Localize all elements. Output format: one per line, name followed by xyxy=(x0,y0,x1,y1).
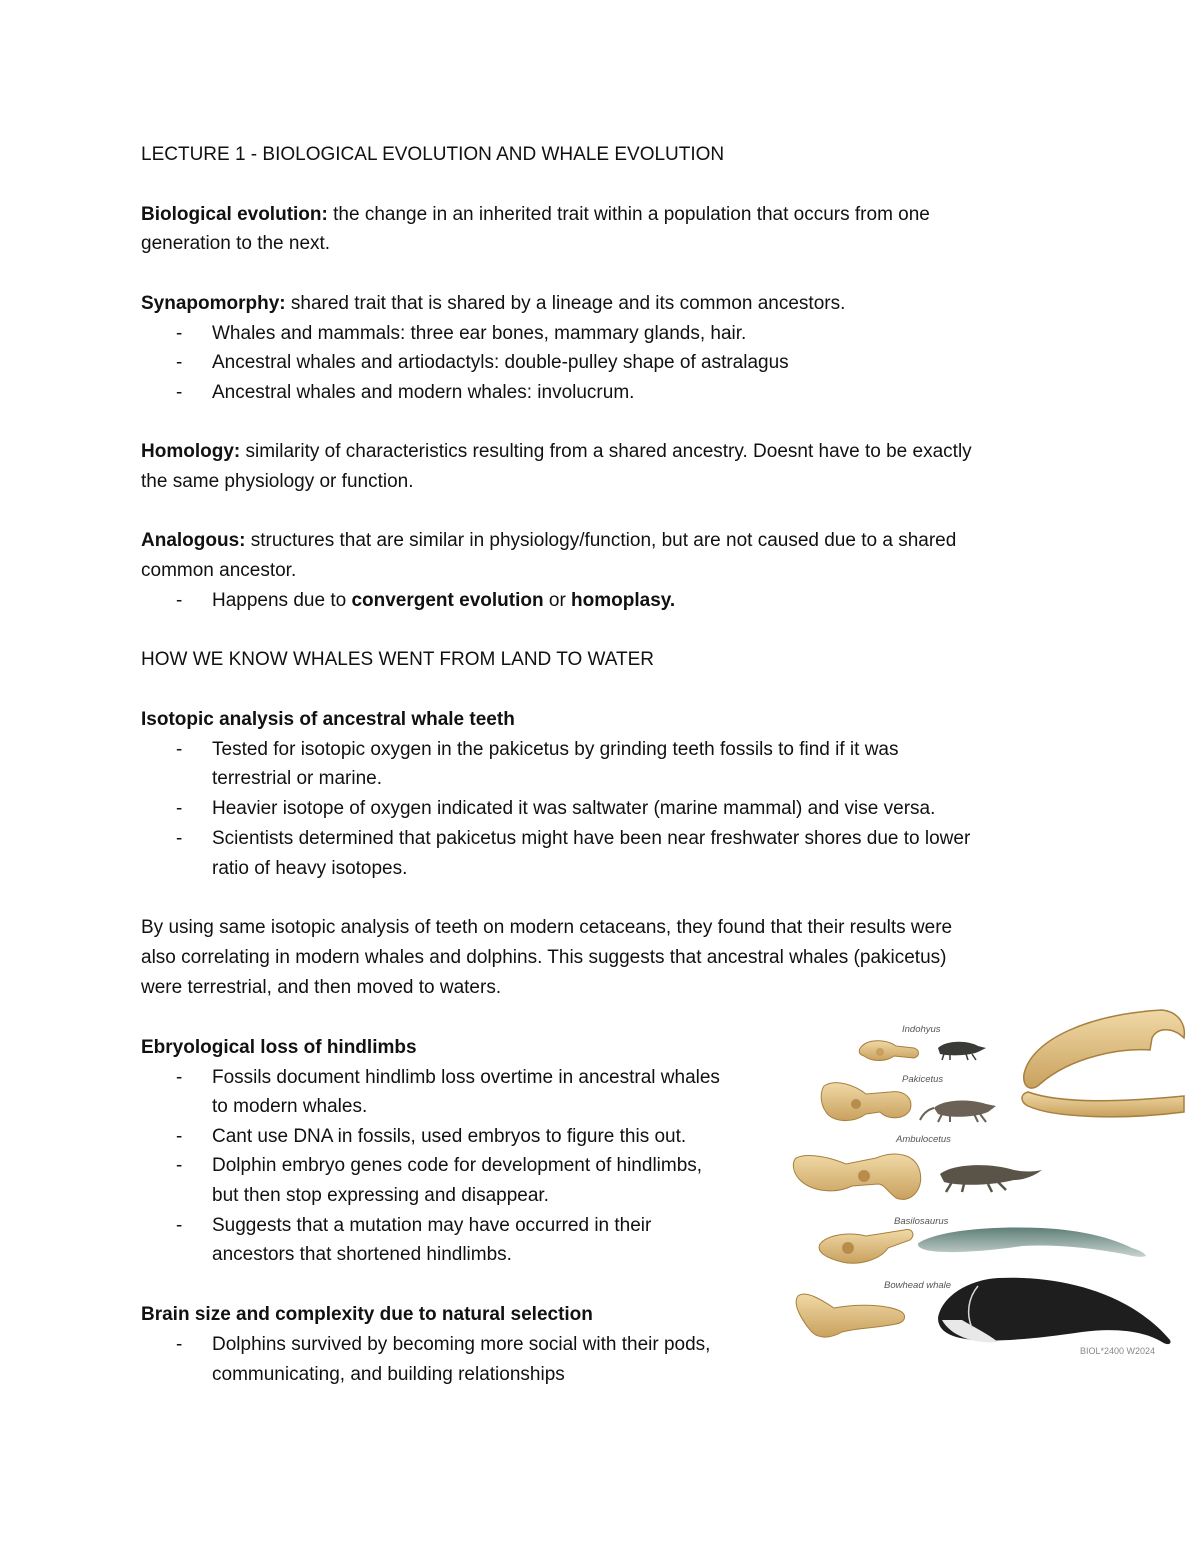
indohyus-animal-icon xyxy=(938,1042,986,1060)
paragraph-line: By using same isotopic analysis of teeth on modern cetaceans, they found that their results were xyxy=(141,917,953,938)
list-item: Ancestral whales and modern whales: involucrum. xyxy=(212,382,635,403)
list-item: Cant use DNA in fossils, used embryos to figure this out. xyxy=(212,1126,687,1147)
list-item-continuation: terrestrial or marine. xyxy=(212,768,382,789)
bullet-dash: - xyxy=(176,739,183,760)
list-item: Scientists determined that pakicetus might have been near freshwater shores due to lower xyxy=(212,828,971,849)
list-text: or xyxy=(543,590,572,611)
brain-heading: Brain size and complexity due to natural selection xyxy=(141,1304,593,1325)
list-item: Fossils document hindlimb loss overtime in ancestral whales xyxy=(212,1067,720,1088)
term-homoplasy: homoplasy. xyxy=(571,590,676,611)
list-item-continuation: ratio of heavy isotopes. xyxy=(212,858,408,879)
bullet-dash: - xyxy=(176,798,183,819)
term-analogous: Analogous: xyxy=(141,530,246,551)
synapomorphy-definition xyxy=(141,289,845,319)
basilosaurus-animal-icon xyxy=(918,1228,1146,1257)
bullet-dash: - xyxy=(176,1334,183,1355)
bowhead-whale-icon xyxy=(938,1278,1171,1344)
bullet-dash: - xyxy=(176,1067,183,1088)
list-item: Dolphin embryo genes code for development of hindlimbs, xyxy=(212,1155,703,1176)
definition-text: the change in an inherited trait within a population that occurs from one xyxy=(327,204,930,225)
list-item: Suggests that a mutation may have occurred in their xyxy=(212,1215,652,1236)
bullet-dash: - xyxy=(176,382,183,403)
list-item xyxy=(212,586,675,616)
isotopic-heading: Isotopic analysis of ancestral whale teeth xyxy=(141,709,515,730)
lecture-title: LECTURE 1 - BIOLOGICAL EVOLUTION AND WHALE EVOLUTION xyxy=(141,144,725,165)
figure-label-pakicetus: Pakicetus xyxy=(902,1074,944,1085)
definition-continuation: common ancestor. xyxy=(141,560,297,581)
whale-evolution-illustration xyxy=(792,1008,1188,1364)
term-synapomorphy: Synapomorphy: xyxy=(141,293,286,314)
list-item-continuation: communicating, and building relationships xyxy=(212,1364,565,1385)
figure-credit: BIOL*2400 W2024 xyxy=(1080,1346,1156,1356)
ambulocetus-animal-icon xyxy=(940,1165,1042,1192)
list-text: Happens due to xyxy=(212,590,352,611)
figure-label-indohyus: Indohyus xyxy=(902,1024,941,1035)
figure-label-basilosaurus: Basilosaurus xyxy=(894,1216,949,1227)
indohyus-pelvis-icon xyxy=(859,1041,918,1061)
homology-definition xyxy=(141,437,972,467)
bullet-dash: - xyxy=(176,1215,183,1236)
bowhead-pelvis-icon xyxy=(796,1294,904,1337)
bullet-dash: - xyxy=(176,1155,183,1176)
figure-label-bowhead-whale: Bowhead whale xyxy=(884,1280,952,1291)
list-item: Tested for isotopic oxygen in the pakicetus by grinding teeth fossils to find if it was xyxy=(212,739,899,760)
basilosaurus-pelvis-icon xyxy=(819,1230,913,1264)
hindlimbs-heading: Ebryological loss of hindlimbs xyxy=(141,1037,417,1058)
bullet-dash: - xyxy=(176,1126,183,1147)
paragraph-line: also correlating in modern whales and dolphins. This suggests that ancestral whales (pakicetus) xyxy=(141,947,947,968)
term-convergent-evolution: convergent evolution xyxy=(351,590,544,611)
jaw-bone-icon xyxy=(1022,1010,1184,1117)
definition-text: shared trait that is shared by a lineage and its common ancestors. xyxy=(285,293,846,314)
definition-continuation: the same physiology or function. xyxy=(141,471,414,492)
list-item: Whales and mammals: three ear bones, mammary glands, hair. xyxy=(212,323,747,344)
whale-evolution-figure xyxy=(792,1008,1188,1364)
bullet-dash: - xyxy=(176,590,183,611)
bullet-dash: - xyxy=(176,828,183,849)
paragraph-line: were terrestrial, and then moved to waters. xyxy=(141,977,502,998)
ambulocetus-pelvis-icon xyxy=(793,1154,920,1199)
pakicetus-pelvis-icon xyxy=(821,1083,911,1121)
bullet-dash: - xyxy=(176,323,183,344)
term-biological-evolution: Biological evolution: xyxy=(141,204,328,225)
list-item-continuation: ancestors that shortened hindlimbs. xyxy=(212,1244,512,1265)
definition-text: structures that are similar in physiology/function, but are not caused due to a shared xyxy=(245,530,957,551)
list-item-continuation: to modern whales. xyxy=(212,1096,368,1117)
pakicetus-animal-icon xyxy=(920,1101,996,1122)
list-item: Ancestral whales and artiodactyls: double-pulley shape of astralagus xyxy=(212,352,789,373)
term-homology: Homology: xyxy=(141,441,241,462)
list-item: Heavier isotope of oxygen indicated it was saltwater (marine mammal) and vise versa. xyxy=(212,798,936,819)
biological-evolution-definition xyxy=(141,200,930,230)
analogous-definition xyxy=(141,526,956,556)
definition-text: similarity of characteristics resulting from a shared ancestry. Doesnt have to be exactly xyxy=(240,441,972,462)
definition-continuation: generation to the next. xyxy=(141,233,331,254)
list-item-continuation: but then stop expressing and disappear. xyxy=(212,1185,549,1206)
bullet-dash: - xyxy=(176,352,183,373)
list-item: Dolphins survived by becoming more social with their pods, xyxy=(212,1334,711,1355)
figure-label-ambulocetus: Ambulocetus xyxy=(896,1134,951,1145)
section-title: HOW WE KNOW WHALES WENT FROM LAND TO WATER xyxy=(141,649,655,670)
